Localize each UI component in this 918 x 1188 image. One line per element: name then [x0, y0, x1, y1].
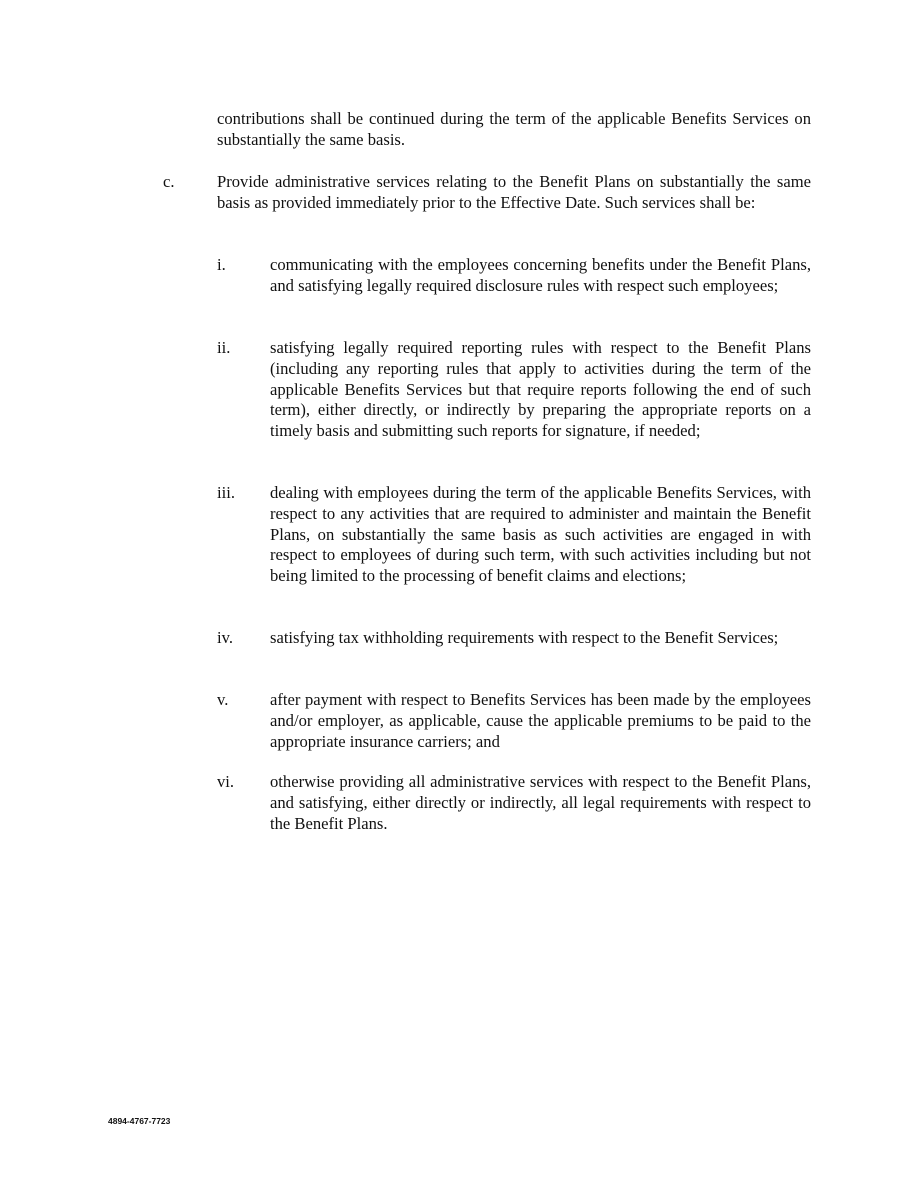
item-iv-text: satisfying tax withholding requirements with respect to the Benefit Services; — [270, 628, 779, 647]
item-vi-label: vi. — [217, 772, 235, 791]
item-vi-text: otherwise providing all administrative services with respect to the Benefit Plans, and satisfying, either directly or indirectly, all legal requirements with respect to the Benefit Plans. — [270, 772, 811, 833]
item-iii-label: iii. — [217, 483, 235, 502]
item-i-text: communicating with the employees concerning benefits under the Benefit Plans, and satisfying legally required disclosure rules with respect such employees; — [270, 255, 811, 295]
item-v-text: after payment with respect to Benefits Services has been made by the employees and/or employer, as applicable, cause the applicable premiums to be paid to the appropriate insurance carriers; and — [270, 690, 811, 751]
item-ii-text: satisfying legally required reporting rules with respect to the Benefit Plans (including any reporting rules that apply to activities during the term of the applicable Benefits Services but that require reports following the end of such term), either directly, or indirectly by preparing the appropriate reports on a timely basis and submitting such reports for signature, if needed; — [270, 338, 811, 441]
section-c-label: c. — [163, 172, 175, 191]
section-c-text: Provide administrative services relating to the Benefit Plans on substantially the same basis as provided immediately prior to the Effective Date. Such services shall be: — [217, 172, 811, 212]
item-i-label: i. — [217, 255, 226, 274]
continued-paragraph: contributions shall be continued during the term of the applicable Benefits Services on substantially the same basis. — [217, 109, 811, 149]
item-v-label: v. — [217, 690, 229, 709]
document-id-footer: 4894-4767-7723 — [108, 1116, 171, 1126]
item-ii-label: ii. — [217, 338, 231, 357]
item-iv-label: iv. — [217, 628, 233, 647]
item-iii-text: dealing with employees during the term of the applicable Benefits Services, with respect to any activities that are required to administer and maintain the Benefit Plans, on substantially the same basis as such activities are engaged in with respect to employees of during such term, with such activities including but not being limited to the processing of benefit claims and elections; — [270, 483, 811, 586]
